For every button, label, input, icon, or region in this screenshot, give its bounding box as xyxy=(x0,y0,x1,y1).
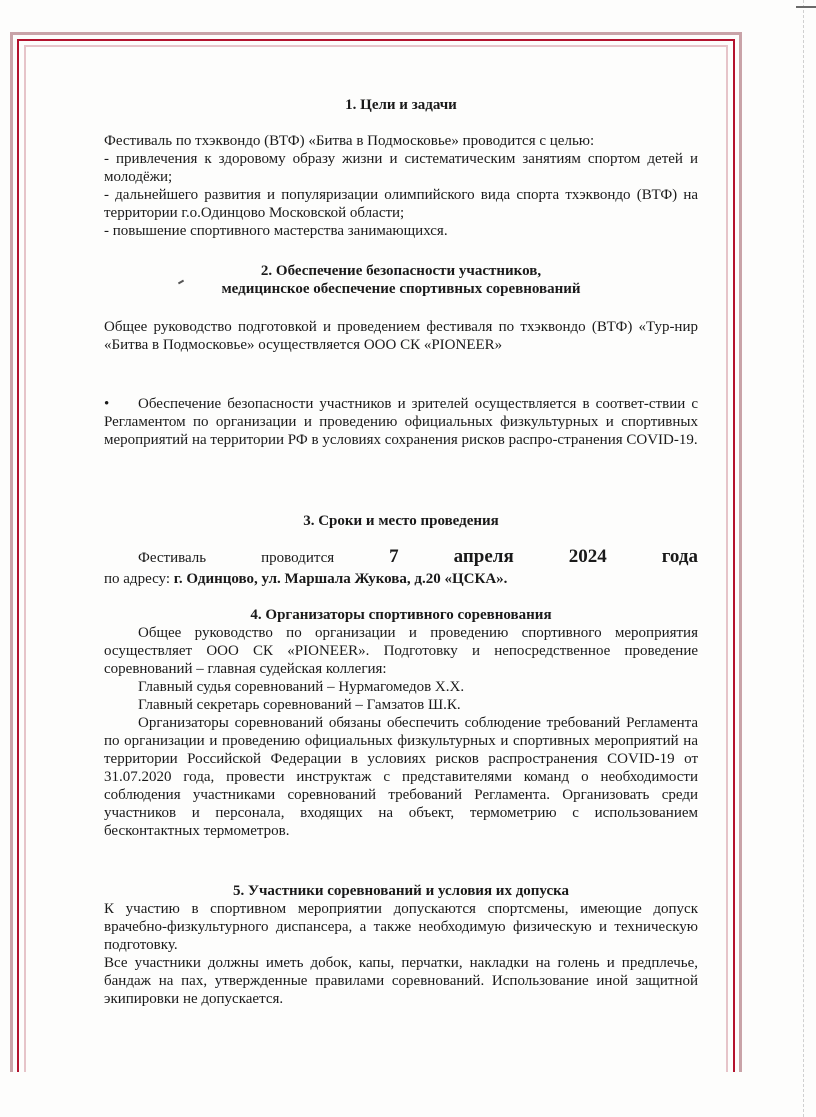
section-5-title: 5. Участники соревнований и условия их допуска xyxy=(232,883,570,899)
section-1-intro: Фестиваль по тхэквондо (ВТФ) «Битва в Подмосковье» проводится с целью: xyxy=(104,133,595,149)
section-3-title: 3. Сроки и место проведения xyxy=(303,513,499,529)
section-1-title: 1. Цели и задачи xyxy=(345,97,457,113)
event-address: г. Одинцово, ул. Маршала Жукова, д.20 «ЦСКА». xyxy=(173,571,508,587)
section-1-item-1: - привлечения к здоровому образу жизни и систематическим занятиям спортом детей и молодёжи; xyxy=(104,151,698,185)
section-4-paragraph-2: Организаторы соревнований обязаны обеспечить соблюдение требований Регламента по организации и проведению официальных физкультурных и спортивных мероприятий на территории Российской Федерации в условиях рисков распространения COVID-19 от 31.07.2020 года, провести инструктаж с представителями команд о необходимости соблюдения участниками соревнований требований Регламента. Организовать среди участников и персонала, входящих на объект, термометрию с использованием бесконтактных термометров. xyxy=(104,715,698,839)
section-4-paragraph-1: Общее руководство по организации и проведению спортивного мероприятия осуществляет ООО СК «PIONEER». Подготовку и непосредственное проведение соревнований – главная судейская коллегия: xyxy=(104,625,698,677)
address-prefix: по адресу: xyxy=(104,571,174,587)
chief-judge: Главный судья соревнований – Нурмагомедов Х.Х. xyxy=(138,679,465,695)
section-5-paragraph-2: Все участники должны иметь добок, капы, перчатки, накладки на голень и предплечье, бандаж на пах, утвержденные правилами соревнований. Использование иной защитной экипировки не допускается. xyxy=(104,955,698,1007)
date-word-festival: Фестиваль xyxy=(138,550,207,566)
section-2-title-line-2: медицинское обеспечение спортивных соревнований xyxy=(221,281,581,297)
section-4-title: 4. Организаторы спортивного соревнования xyxy=(250,607,552,623)
section-2-title-line-1: 2. Обеспечение безопасности участников, xyxy=(260,263,542,279)
section-5-paragraph-1: К участию в спортивном мероприятии допускаются спортсмены, имеющие допуск врачебно-физкультурного диспансера, а также необходимую физическую и техническую подготовку. xyxy=(104,901,698,953)
section-2-bullet xyxy=(104,395,698,449)
event-address-line xyxy=(104,570,698,588)
scan-corner-mark xyxy=(796,0,816,8)
section-1-body xyxy=(104,132,698,240)
date-year: 2024 xyxy=(568,546,607,567)
section-3-date-line xyxy=(104,548,698,588)
section-1-item-3: - повышение спортивного мастерства занимающихся. xyxy=(104,223,448,239)
scan-edge-line xyxy=(803,0,804,1117)
date-month: апреля xyxy=(453,546,514,567)
section-1-item-2: - дальнейшего развития и популяризации олимпийского вида спорта тхэквондо (ВТФ) на территории г.о.Одинцово Московской области; xyxy=(104,187,698,221)
section-2-bullet-text: Обеспечение безопасности участников и зрителей осуществляется в соответ-ствии с Регламентом по организации и проведению официальных физкультурных и спортивных мероприятий на территории РФ в условиях сохранения рисков распро-странения COVID-19. xyxy=(104,396,698,448)
date-day: 7 xyxy=(389,546,399,567)
chief-secretary: Главный секретарь соревнований – Гамзатов Ш.К. xyxy=(138,697,461,713)
date-word-held: проводится xyxy=(261,550,335,566)
date-year-word: года xyxy=(661,546,698,567)
section-2-paragraph: Общее руководство подготовкой и проведением фестиваля по тхэквондо (ВТФ) «Тур-нир «Битва в Подмосковье» осуществляется ООО СК «PIONEER» xyxy=(104,319,698,353)
bullet-marker: • xyxy=(104,396,110,412)
